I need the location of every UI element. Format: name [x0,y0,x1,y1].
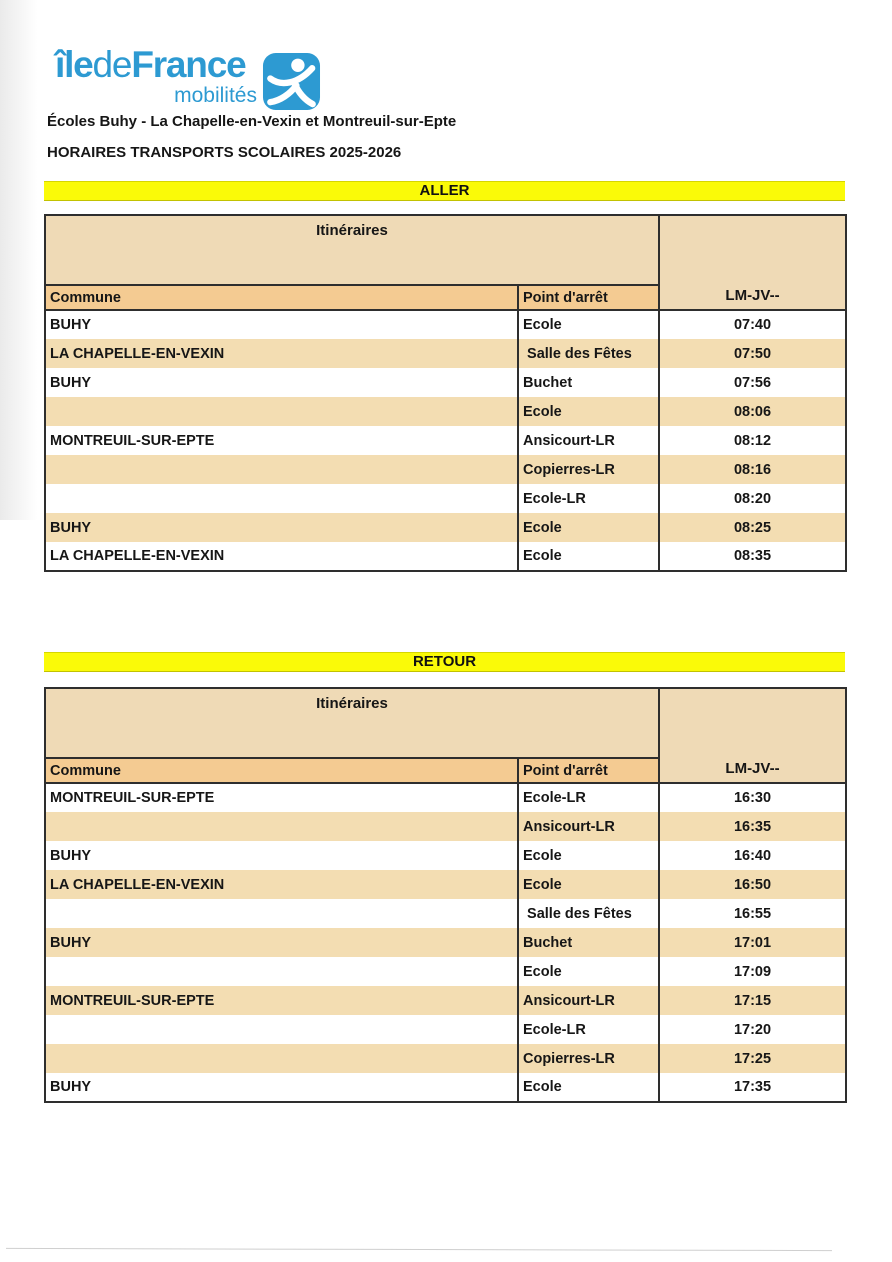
retour-table [44,687,847,1103]
time-cell: 17:09 [659,957,846,986]
table-header-row [45,688,846,758]
logo-wordmark [55,46,257,84]
stop-cell: Ecole [518,870,659,899]
idfm-logo [55,46,325,112]
commune-cell: BUHY [50,374,92,391]
commune-cell [45,484,518,513]
table-row [45,368,846,397]
logo-word-france: France [131,44,246,85]
commune-cell: MONTREUIL-SUR-EPTE [50,432,215,449]
time-cell: 08:16 [659,455,846,484]
stop-cell: Ansicourt-LR [518,812,659,841]
logo-word-ile: île [55,44,93,85]
table-row [45,841,846,870]
aller-table [44,214,847,572]
commune-cell [45,899,518,928]
aller-banner: ALLER [44,181,845,201]
commune-cell [45,455,518,484]
table-row [45,928,846,957]
stop-cell: Salle des Fêtes [518,339,659,368]
commune-cell: LA CHAPELLE-EN-VEXIN [45,339,518,368]
time-cell: 16:40 [659,841,846,870]
retour-banner: RETOUR [44,652,845,672]
scan-edge-shading [0,0,44,520]
stop-cell: Ecole [518,1073,659,1102]
itineraires-header: Itinéraires [45,688,659,758]
table-row [45,812,846,841]
table-row [45,957,846,986]
commune-cell: BUHY [45,928,518,957]
table-row [45,870,846,899]
commune-cell: BUHY [50,1079,92,1095]
stop-cell: Buchet [518,928,659,957]
time-cell: 07:40 [659,310,846,339]
stop-cell: Copierres-LR [518,455,659,484]
stop-cell: Ansicourt-LR [518,426,659,455]
stop-header: Point d'arrêt [518,758,659,783]
table-row [45,397,846,426]
schools-title: Écoles Buhy - La Chapelle-en-Vexin et Montreuil-sur-Epte [47,113,457,130]
commune-cell [45,397,518,426]
stop-cell: Ecole-LR [518,783,659,812]
table-row [45,484,846,513]
table-row [45,1044,846,1073]
commune-cell [45,1044,518,1073]
table-row [45,513,846,542]
table-row [45,542,846,571]
commune-cell [45,957,518,986]
days-header: LM-JV-- [659,688,846,783]
stop-cell: Buchet [518,368,659,397]
commune-cell [45,1015,518,1044]
table-header-row [45,215,846,285]
stop-cell: Ecole [518,957,659,986]
stop-cell: Salle des Fêtes [518,899,659,928]
commune-cell [45,812,518,841]
commune-cell: MONTREUIL-SUR-EPTE [50,790,215,806]
idfm-person-icon [262,52,321,111]
days-header: LM-JV-- [659,215,846,310]
time-cell: 07:56 [659,368,846,397]
time-cell: 16:55 [659,899,846,928]
commune-header: Commune [45,285,518,310]
time-cell: 16:30 [659,783,846,812]
schedule-title: HORAIRES TRANSPORTS SCOLAIRES 2025-2026 [47,144,402,161]
retour-section [44,652,845,1103]
commune-cell: LA CHAPELLE-EN-VEXIN [45,870,518,899]
time-cell: 17:01 [659,928,846,957]
stop-cell: Ecole [518,397,659,426]
time-cell: 17:35 [659,1073,846,1102]
commune-cell: BUHY [50,317,92,333]
stop-cell: Copierres-LR [518,1044,659,1073]
time-cell: 17:25 [659,1044,846,1073]
aller-section [44,181,845,572]
table-row [45,899,846,928]
commune-cell: BUHY [45,513,518,542]
stop-cell: Ansicourt-LR [518,986,659,1015]
commune-cell: LA CHAPELLE-EN-VEXIN [50,548,225,564]
time-cell: 07:50 [659,339,846,368]
time-cell: 17:15 [659,986,846,1015]
time-cell: 08:35 [659,542,846,571]
time-cell: 16:35 [659,812,846,841]
stop-cell: Ecole [518,841,659,870]
commune-cell: MONTREUIL-SUR-EPTE [45,986,518,1015]
time-cell: 08:25 [659,513,846,542]
table-row [45,783,846,812]
stop-cell: Ecole [518,310,659,339]
logo-word-mobilites: mobilités [174,84,257,107]
time-cell: 16:50 [659,870,846,899]
table-row [45,455,846,484]
table-row [45,1073,846,1102]
commune-header: Commune [45,758,518,783]
time-cell: 08:20 [659,484,846,513]
logo-word-de: de [92,44,132,85]
stop-cell: Ecole-LR [518,484,659,513]
time-cell: 17:20 [659,1015,846,1044]
stop-header: Point d'arrêt [518,285,659,310]
table-row [45,339,846,368]
time-cell: 08:06 [659,397,846,426]
stop-cell: Ecole [518,513,659,542]
table-row [45,1015,846,1044]
itineraires-header: Itinéraires [45,215,659,285]
commune-cell: BUHY [50,847,92,864]
table-row [45,310,846,339]
scan-artifact-line [6,1248,832,1251]
stop-cell: Ecole-LR [518,1015,659,1044]
time-cell: 08:12 [659,426,846,455]
stop-cell: Ecole [518,542,659,571]
table-row [45,986,846,1015]
table-row [45,426,846,455]
